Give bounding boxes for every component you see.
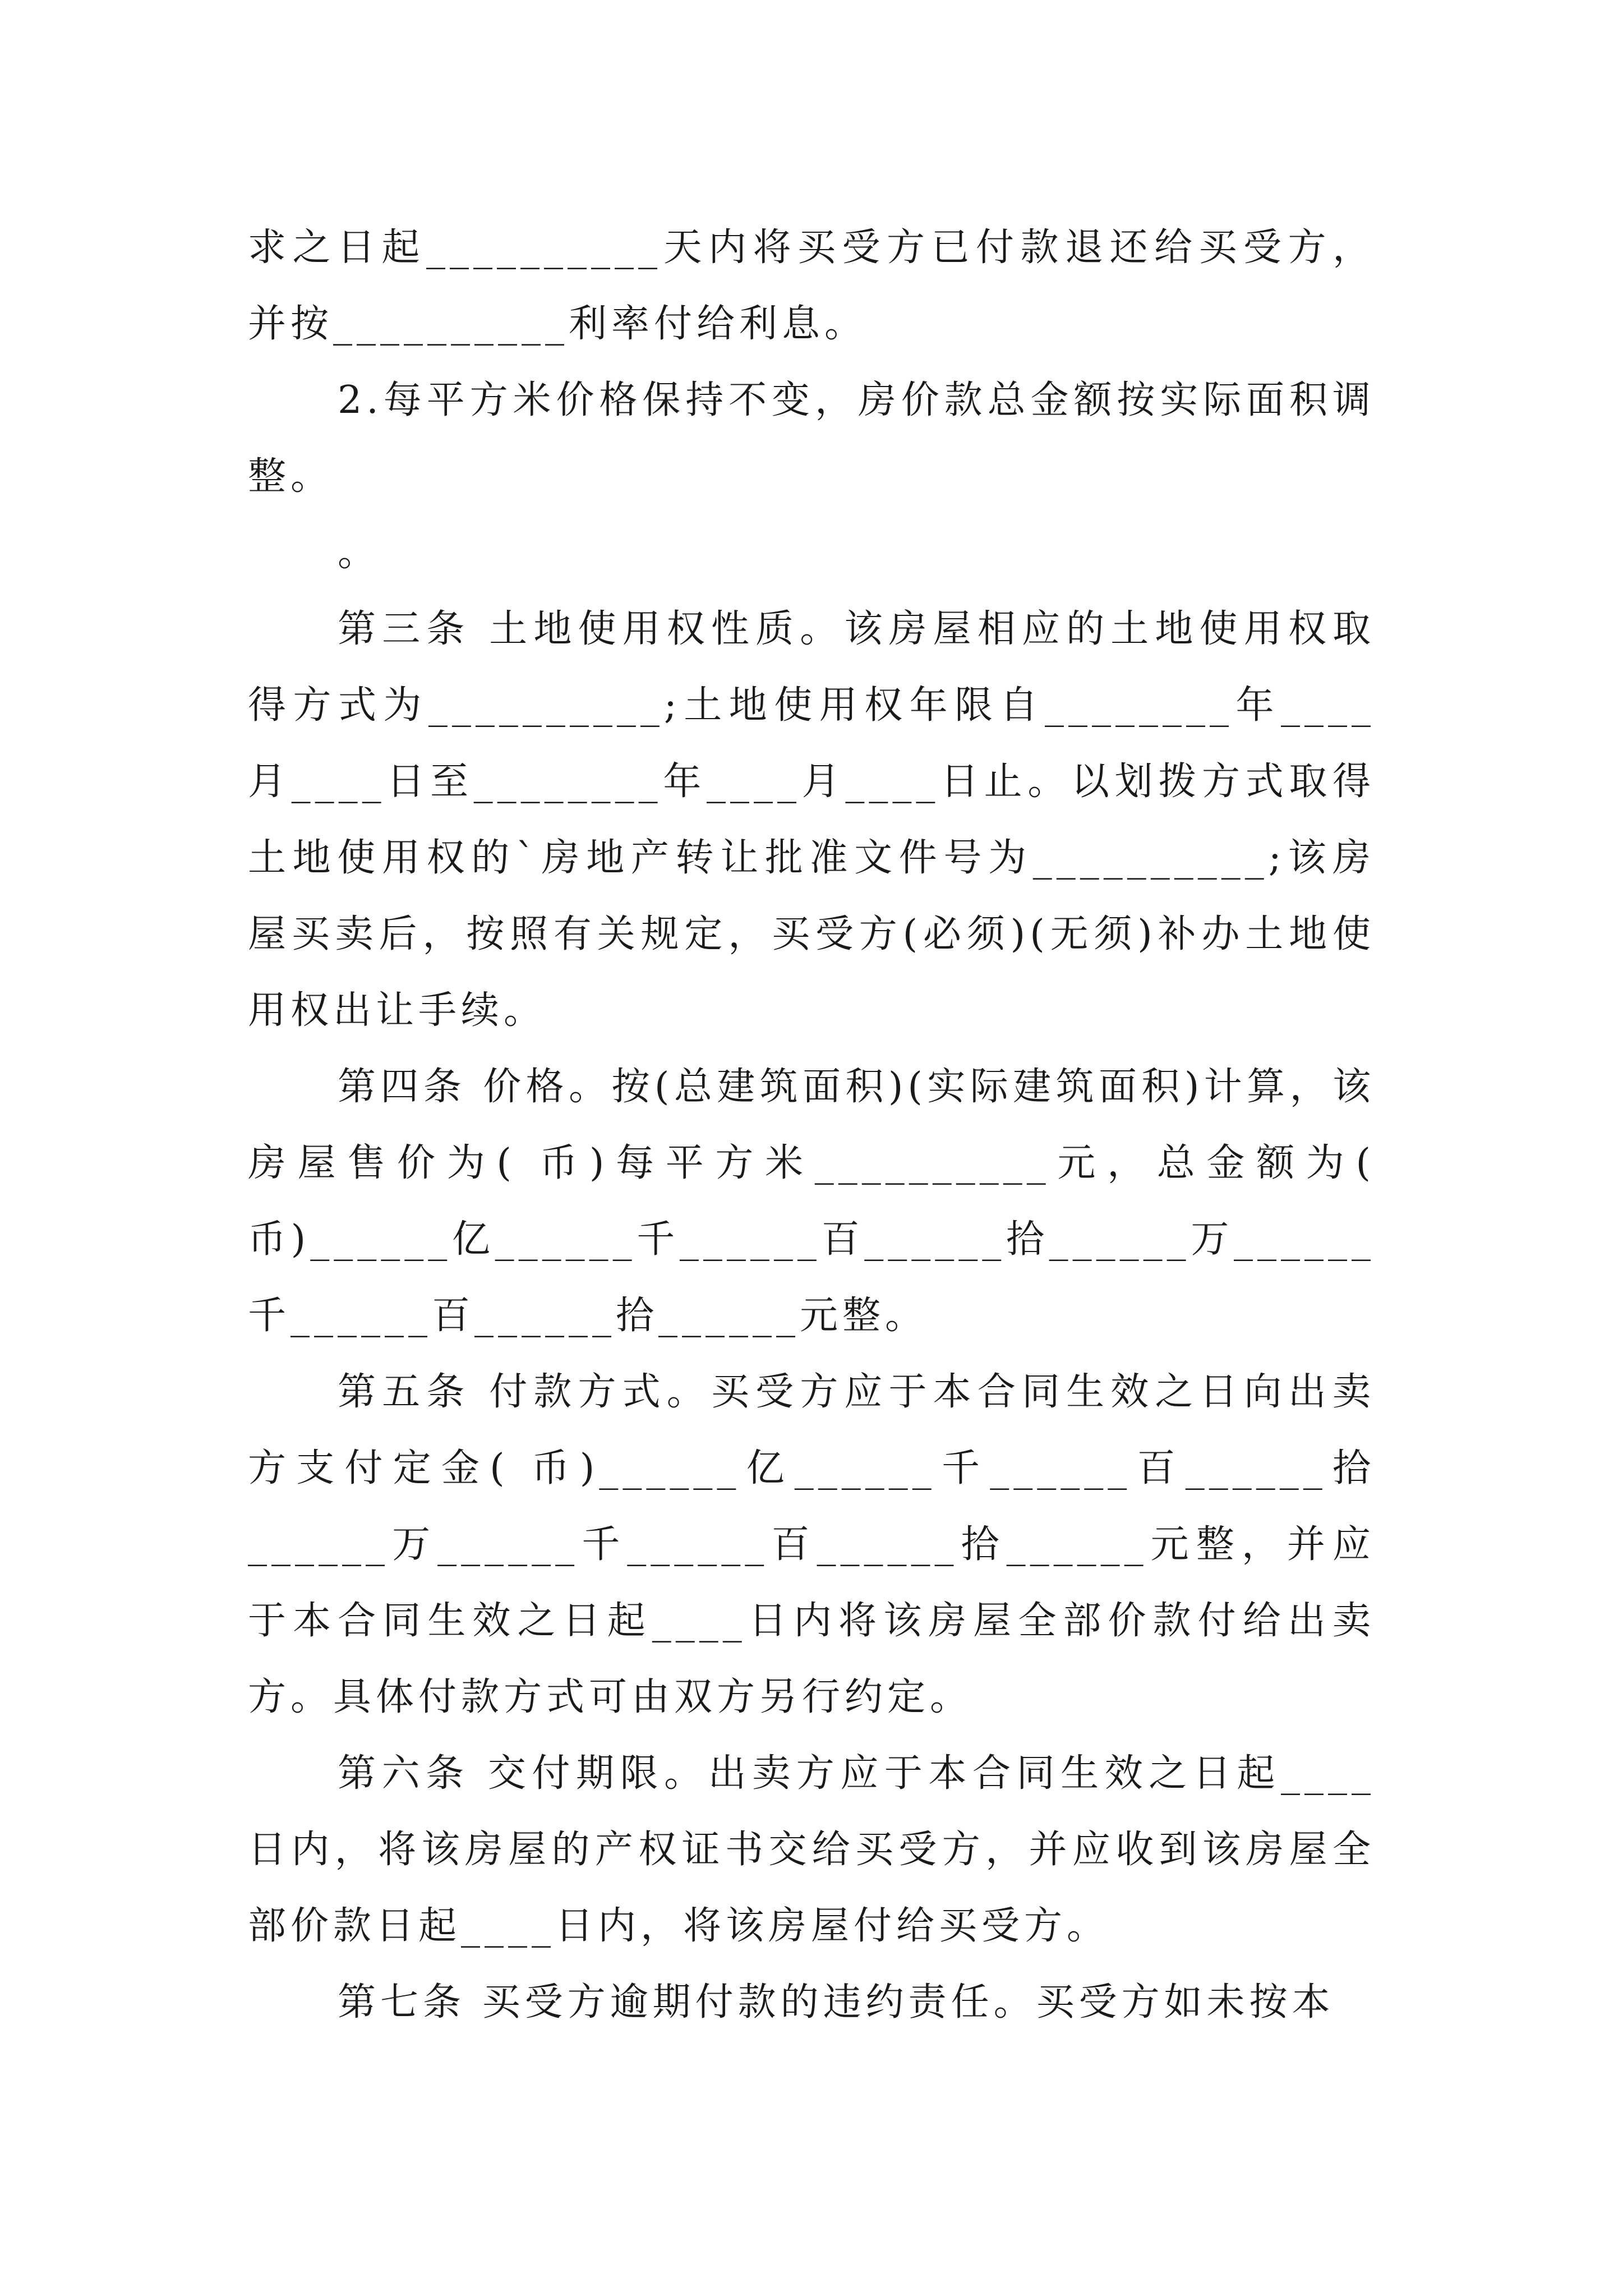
paragraph-article-3: 第三条 土地使用权性质。该房屋相应的土地使用权取得方式为__________;土地使用权年限自________年____月____日至________年____月____日止。以划拨方式取得土地使用权的`房地产转让批准文件号为__________;该房屋买卖后，按照有关规定，买受方(必须)(无须)补办土地使用权出让手续。 — [248, 607, 1375, 1033]
paragraph-article-5: 第五条 付款方式。买受方应于本合同生效之日向出卖方支付定金( 币)______亿______千______百______拾______万______千______百______拾______元整，并应于本合同生效之日起____日内将该房屋全部价款付给出卖方。具体付款方式可由双方另行约定。 — [248, 1370, 1375, 1719]
paragraph-article-4: 第四条 价格。按(总建筑面积)(实际建筑面积)计算，该房屋售价为( 币)每平方米__________元，总金额为( 币)______亿______千______百______拾______万______千______百______拾______元整。 — [248, 1065, 1375, 1338]
paragraph-article-7: 第七条 买受方逾期付款的违约责任。买受方如未按本 — [338, 1980, 1335, 2024]
paragraph-article-6: 第六条 交付期限。出卖方应于本合同生效之日起____日内，将该房屋的产权证书交给买受方，并应收到该房屋全部价款日起____日内，将该房屋付给买受方。 — [248, 1751, 1375, 1948]
paragraph-period: 。 — [338, 531, 381, 575]
contract-text — [248, 210, 1375, 2041]
paragraph-refund-clause: 求之日起__________天内将买受方已付款退还给买受方，并按__________利率付给利息。 — [248, 226, 1375, 346]
paragraph-price-unchanged: 2.每平方米价格保持不变，房价款总金额按实际面积调整。 — [248, 378, 1375, 499]
